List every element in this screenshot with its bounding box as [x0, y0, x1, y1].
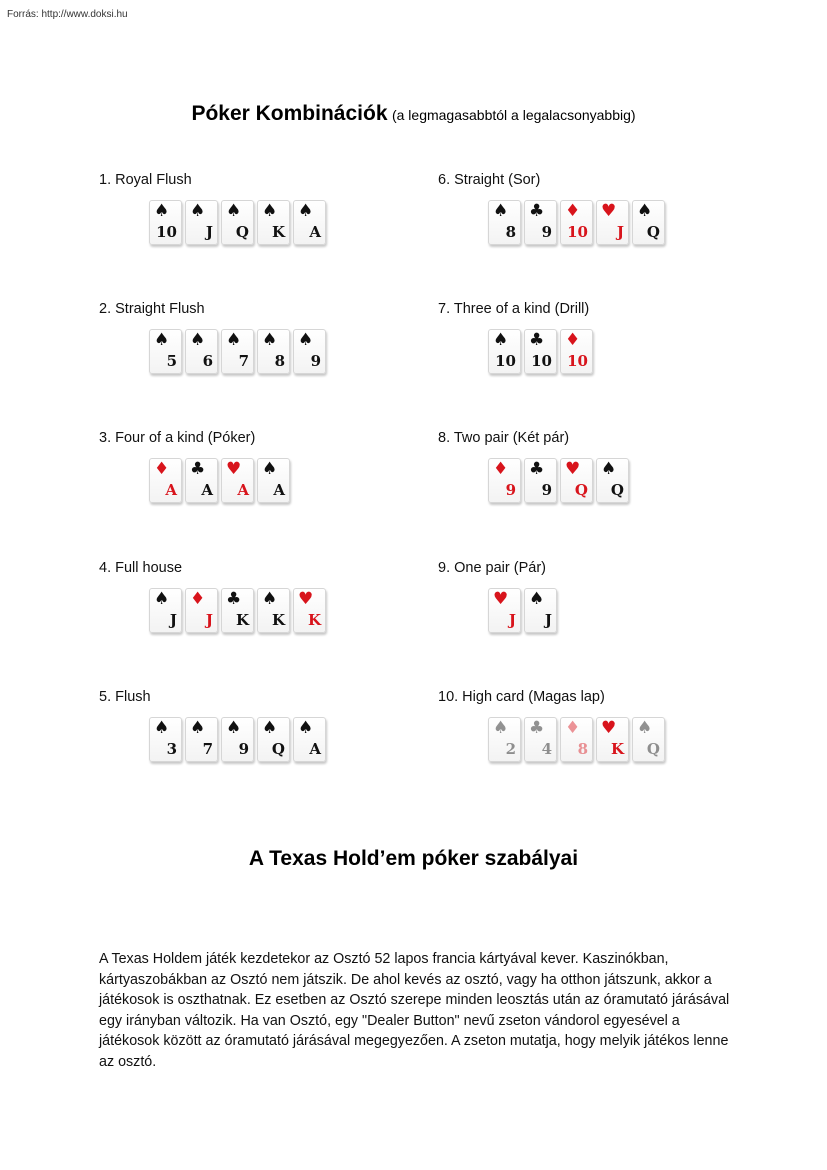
combination-10: [438, 689, 768, 799]
combination-3: [99, 430, 429, 540]
suit-icon: ♠: [493, 330, 509, 350]
suit-icon: ♠: [190, 330, 206, 350]
card-rank: Q: [574, 481, 588, 499]
card-rank: 10: [156, 223, 177, 241]
combination-2: [99, 301, 429, 411]
suit-icon: ♣: [190, 459, 206, 479]
card-rank: A: [309, 223, 321, 241]
suit-icon: ♠: [262, 330, 278, 350]
playing-card: [560, 200, 593, 245]
card-row: [488, 458, 629, 503]
combination-6: [438, 172, 768, 282]
suit-icon: ♠: [298, 330, 314, 350]
playing-card: [524, 200, 557, 245]
card-row: [488, 588, 557, 633]
suit-icon: ♠: [529, 589, 545, 609]
suit-icon: ♠: [190, 201, 206, 221]
suit-icon: ♠: [262, 718, 278, 738]
card-rank: 9: [541, 223, 552, 241]
playing-card: [293, 329, 326, 374]
playing-card: [257, 329, 290, 374]
card-rank: J: [169, 611, 177, 629]
suit-icon: ♦: [493, 459, 509, 479]
playing-card: [596, 717, 629, 762]
playing-card: [524, 458, 557, 503]
playing-card: [185, 329, 218, 374]
combination-label: 5. Flush: [99, 689, 151, 705]
card-rank: 8: [577, 740, 588, 758]
card-rank: Q: [271, 740, 285, 758]
card-rank: 10: [567, 223, 588, 241]
playing-card: [221, 200, 254, 245]
combination-8: [438, 430, 768, 540]
page-title: [0, 102, 827, 126]
playing-card: [632, 200, 665, 245]
combination-label: 9. One pair (Pár): [438, 560, 546, 576]
card-rank: 2: [505, 740, 516, 758]
playing-card: [632, 717, 665, 762]
card-rank: K: [271, 223, 285, 241]
card-rank: 7: [202, 740, 213, 758]
suit-icon: ♦: [565, 201, 581, 221]
combination-5: [99, 689, 429, 799]
source-note: Forrás: http://www.doksi.hu: [7, 9, 128, 20]
combination-label: 8. Two pair (Két pár): [438, 430, 570, 446]
card-rank: J: [616, 223, 624, 241]
combination-label: 2. Straight Flush: [99, 301, 205, 317]
combination-9: [438, 560, 768, 670]
card-rank: 10: [495, 352, 516, 370]
card-rank: J: [205, 223, 213, 241]
combination-label: 6. Straight (Sor): [438, 172, 541, 188]
suit-icon: ♠: [493, 718, 509, 738]
playing-card: [221, 588, 254, 633]
suit-icon: ♦: [565, 718, 581, 738]
playing-card: [221, 458, 254, 503]
suit-icon: ♠: [226, 330, 242, 350]
suit-icon: ♠: [298, 718, 314, 738]
suit-icon: ♠: [226, 201, 242, 221]
playing-card: [257, 588, 290, 633]
card-rank: 7: [238, 352, 249, 370]
card-rank: J: [544, 611, 552, 629]
card-rank: 9: [310, 352, 321, 370]
card-rank: 9: [238, 740, 249, 758]
suit-icon: ♦: [154, 459, 170, 479]
playing-card: [560, 329, 593, 374]
playing-card: [149, 329, 182, 374]
suit-icon: ♦: [190, 589, 206, 609]
card-rank: 9: [541, 481, 552, 499]
combination-label: 4. Full house: [99, 560, 183, 576]
card-rank: A: [237, 481, 249, 499]
suit-icon: ♣: [226, 589, 242, 609]
card-rank: A: [201, 481, 213, 499]
playing-card: [488, 329, 521, 374]
playing-card: [488, 717, 521, 762]
card-row: [488, 329, 593, 374]
suit-icon: ♠: [637, 201, 653, 221]
playing-card: [185, 200, 218, 245]
card-row: [149, 200, 326, 245]
suit-icon: ♠: [262, 201, 278, 221]
playing-card: [524, 588, 557, 633]
playing-card: [293, 200, 326, 245]
title-subtitle: (a legmagasabbtól a legalacsonyabbig): [391, 107, 636, 123]
card-row: [149, 458, 290, 503]
suit-icon: ♠: [190, 718, 206, 738]
playing-card: [560, 717, 593, 762]
playing-card: [257, 200, 290, 245]
card-rank: J: [205, 611, 213, 629]
suit-icon: ♠: [262, 589, 278, 609]
playing-card: [293, 717, 326, 762]
suit-icon: ♦: [565, 330, 581, 350]
playing-card: [221, 329, 254, 374]
suit-icon: ♣: [529, 459, 545, 479]
card-rank: 5: [166, 352, 177, 370]
card-rank: 10: [567, 352, 588, 370]
card-rank: 8: [505, 223, 516, 241]
playing-card: [185, 588, 218, 633]
playing-card: [257, 458, 290, 503]
playing-card: [221, 717, 254, 762]
card-rank: J: [508, 611, 516, 629]
card-rank: K: [610, 740, 624, 758]
combination-4: [99, 560, 429, 670]
playing-card: [185, 458, 218, 503]
playing-card: [293, 588, 326, 633]
suit-icon: ♥: [565, 459, 581, 479]
card-row: [149, 329, 326, 374]
suit-icon: ♥: [226, 459, 242, 479]
suit-icon: ♠: [601, 459, 617, 479]
card-rank: K: [235, 611, 249, 629]
card-row: [488, 200, 665, 245]
card-rank: 4: [541, 740, 552, 758]
playing-card: [149, 588, 182, 633]
playing-card: [488, 588, 521, 633]
playing-card: [488, 200, 521, 245]
playing-card: [488, 458, 521, 503]
playing-card: [149, 717, 182, 762]
card-rank: 6: [202, 352, 213, 370]
combination-label: 7. Three of a kind (Drill): [438, 301, 590, 317]
card-rank: A: [273, 481, 285, 499]
title-main: Póker Kombinációk: [191, 102, 388, 125]
card-rank: Q: [610, 481, 624, 499]
playing-card: [596, 458, 629, 503]
playing-card: [596, 200, 629, 245]
suit-icon: ♥: [298, 589, 314, 609]
card-rank: A: [309, 740, 321, 758]
suit-icon: ♠: [493, 201, 509, 221]
playing-card: [257, 717, 290, 762]
section-heading: A Texas Hold’em póker szabályai: [248, 847, 579, 870]
combination-1: [99, 172, 429, 282]
card-rank: Q: [646, 223, 660, 241]
playing-card: [560, 458, 593, 503]
card-rank: 10: [531, 352, 552, 370]
suit-icon: ♠: [226, 718, 242, 738]
combination-label: 10. High card (Magas lap): [438, 689, 605, 705]
combination-label: 1. Royal Flush: [99, 172, 192, 188]
suit-icon: ♠: [637, 718, 653, 738]
card-row: [149, 588, 326, 633]
combination-label: 3. Four of a kind (Póker): [99, 430, 256, 446]
card-rank: K: [271, 611, 285, 629]
combination-7: [438, 301, 768, 411]
suit-icon: ♥: [601, 718, 617, 738]
suit-icon: ♥: [493, 589, 509, 609]
card-rank: A: [165, 481, 177, 499]
rules-paragraph: A Texas Holdem játék kezdetekor az Osztó 52 lapos francia kártyával kever. Kaszinókban, kártyaszobákban az Osztó nem játszik. De ahol kevés az osztó, vagy ha otthon játszunk, akkor a játékosok is oszthatnak. Ez esetben az Osztó szerepe minden leosztás után az óramutató járásával egy irányban változik. Ha van Osztó, egy "Dealer Button" nevű zseton vándorol egyesével a játékosok között az óramutató járásával megegyezően. A zseton mutatja, hogy melyik játékos lenne az osztó.: [99, 951, 730, 1070]
playing-card: [149, 458, 182, 503]
suit-icon: ♠: [154, 718, 170, 738]
card-row: [149, 717, 326, 762]
playing-card: [524, 329, 557, 374]
card-rank: Q: [646, 740, 660, 758]
card-rank: 9: [505, 481, 516, 499]
suit-icon: ♣: [529, 330, 545, 350]
suit-icon: ♣: [529, 718, 545, 738]
playing-card: [185, 717, 218, 762]
card-rank: K: [307, 611, 321, 629]
suit-icon: ♠: [298, 201, 314, 221]
card-rank: 3: [166, 740, 177, 758]
suit-icon: ♠: [154, 201, 170, 221]
playing-card: [149, 200, 182, 245]
suit-icon: ♠: [154, 330, 170, 350]
suit-icon: ♣: [529, 201, 545, 221]
card-rank: Q: [235, 223, 249, 241]
playing-card: [524, 717, 557, 762]
card-row: [488, 717, 665, 762]
suit-icon: ♠: [262, 459, 278, 479]
suit-icon: ♠: [154, 589, 170, 609]
card-rank: 8: [274, 352, 285, 370]
suit-icon: ♥: [601, 201, 617, 221]
